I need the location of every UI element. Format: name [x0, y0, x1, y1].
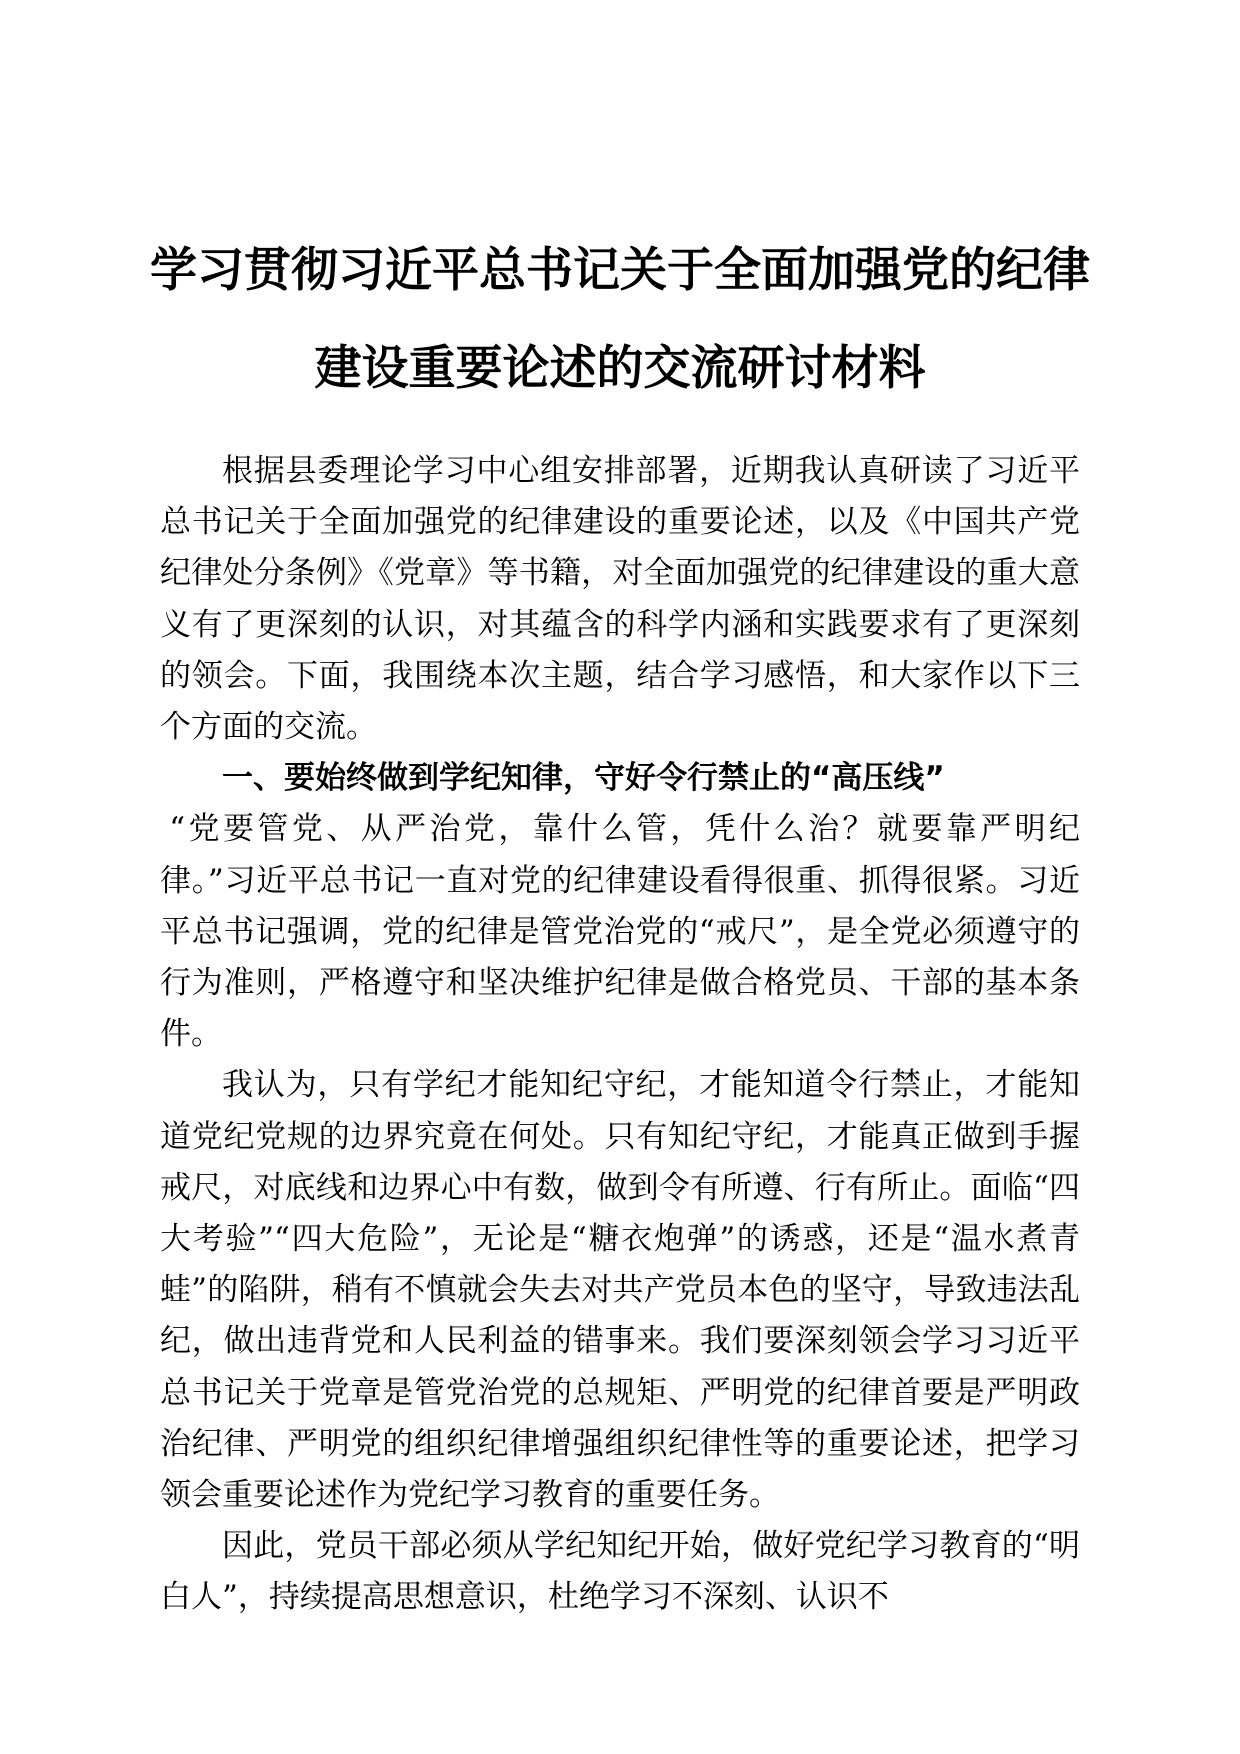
document-title — [150, 222, 1090, 418]
section-heading-1: 一、要始终做到学纪知律，守好令行禁止的“高压线” — [222, 760, 945, 797]
body-paragraph: 我认为，只有学纪才能知纪守纪，才能知道令行禁止，才能知道党纪党规的边界究竟在何处。只有知纪守纪，才能真正做到手握戒尺，对底线和边界心中有数，做到令有所遵、行有所止。面临“四大考验”“四大危险”，无论是“糖衣炮弹”的诱惑，还是“温水煮青蛙”的陷阱，稍有不慎就会失去对共产党员本色的坚守，导致违法乱纪，做出违背党和人民利益的错事来。我们要深刻领会学习习近平总书记关于党章是管党治党的总规矩、严明党的纪律首要是严明政治纪律、严明党的组织纪律增强组织纪律性等的重要论述，把学习领会重要论述作为党纪学习教育的重要任务。 — [160, 1067, 1080, 1514]
quote-paragraph: “党要管党、从严治党，靠什么管，凭什么治？就要靠严明纪律。”习近平总书记一直对党的纪律建设看得很重、抓得很紧。习近平总书记强调，党的纪律是管党治党的“戒尺”，是全党必须遵守的行为准则，严格遵守和坚决维护纪律是做合格党员、干部的基本条件。 — [160, 811, 1080, 1053]
title-line-2: 建设重要论述的交流研讨材料 — [314, 341, 926, 396]
title-line-1: 学习贯彻习近平总书记关于全面加强党的纪律 — [150, 243, 1090, 298]
body-paragraph: 因此，党员干部必须从学纪知纪开始，做好党纪学习教育的“明白人”，持续提高思想意识，杜绝学习不深刻、认识不 — [160, 1528, 1080, 1616]
intro-paragraph: 根据县委理论学习中心组安排部署，近期我认真研读了习近平总书记关于全面加强党的纪律建设的重要论述，以及《中国共产党纪律处分条例》《党章》等书籍，对全面加强党的纪律建设的重大意义有了更深刻的认识，对其蕴含的科学内涵和实践要求有了更深刻的领会。下面，我围绕本次主题，结合学习感悟，和大家作以下三个方面的交流。 — [160, 453, 1080, 746]
document-body — [160, 446, 1080, 1624]
